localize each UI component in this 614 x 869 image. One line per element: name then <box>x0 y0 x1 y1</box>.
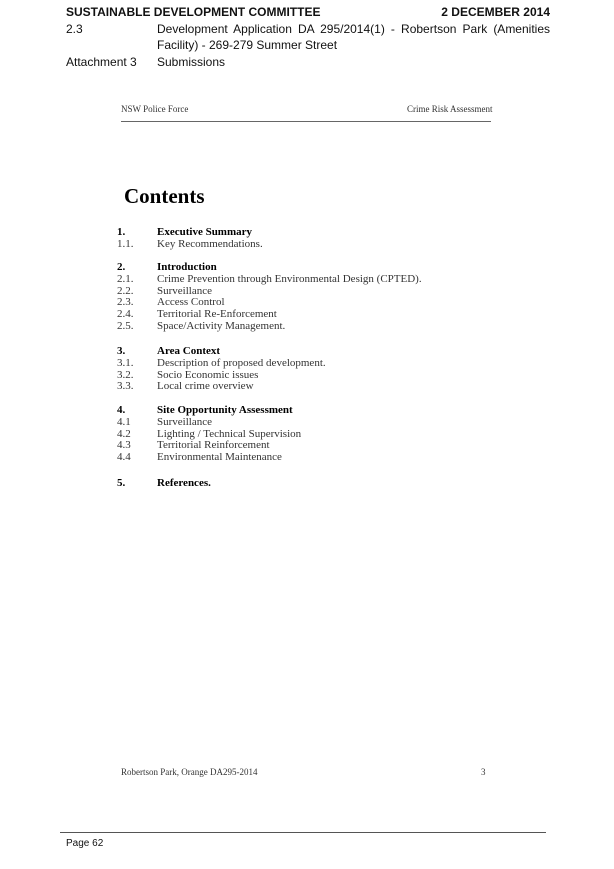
toc-title: Site Opportunity Assessment <box>157 404 293 416</box>
toc-section-heading <box>117 478 211 490</box>
toc-title: Key Recommendations. <box>157 237 263 250</box>
toc-entry <box>117 358 326 370</box>
doc-header-rule <box>121 121 491 122</box>
toc-number: 1.1. <box>117 237 134 250</box>
toc-title: Surveillance <box>157 415 212 428</box>
toc-number: 4.4 <box>117 451 131 464</box>
toc-number: 4. <box>117 404 126 416</box>
toc-number: 2. <box>117 261 126 273</box>
toc-number: 3.2. <box>117 368 134 381</box>
toc-title: Space/Activity Management. <box>157 319 286 332</box>
toc-number: 1. <box>117 226 126 238</box>
doc-header-left: NSW Police Force <box>121 104 189 114</box>
doc-footer-left: Robertson Park, Orange DA295-2014 <box>121 767 258 777</box>
committee-name: SUSTAINABLE DEVELOPMENT COMMITTEE <box>66 5 321 19</box>
item-number: 2.3 <box>66 22 83 36</box>
toc-title: Executive Summary <box>157 226 253 238</box>
toc-section <box>117 346 326 393</box>
attachment-title: Submissions <box>157 55 226 69</box>
toc-title: Area Context <box>157 345 221 357</box>
toc-title: Environmental Maintenance <box>157 451 282 464</box>
toc-number: 4.1 <box>117 415 131 428</box>
toc-title: Description of proposed development. <box>157 356 326 369</box>
toc-section <box>117 227 263 251</box>
doc-header-right: Crime Risk Assessment <box>407 104 493 114</box>
toc-title: Lighting / Technical Supervision <box>157 427 302 440</box>
toc-title: Introduction <box>157 261 217 273</box>
item-title-line2: Facility) - 269-279 Summer Street <box>157 38 338 52</box>
toc-entry <box>117 274 422 286</box>
toc-section <box>117 478 211 490</box>
toc-number: 3.3. <box>117 380 134 393</box>
toc-number: 2.2. <box>117 284 134 297</box>
toc-number: 2.3. <box>117 296 134 309</box>
toc-entry <box>117 239 263 251</box>
doc-footer-page: 3 <box>481 767 486 777</box>
toc-number: 2.4. <box>117 308 134 321</box>
toc-title: Local crime overview <box>157 380 254 393</box>
toc-number: 4.2 <box>117 427 131 440</box>
toc-title: Access Control <box>157 296 225 309</box>
toc-title: Socio Economic issues <box>157 368 259 381</box>
toc-number: 4.3 <box>117 439 131 452</box>
contents-title: Contents <box>124 184 205 208</box>
page-number: Page 62 <box>66 838 104 849</box>
toc-title: Surveillance <box>157 284 212 297</box>
toc-number: 3.1. <box>117 356 134 369</box>
meeting-date: 2 DECEMBER 2014 <box>441 5 550 19</box>
page-footer-rule <box>60 832 546 833</box>
toc-number: 5. <box>117 477 126 489</box>
toc-title: Territorial Re-Enforcement <box>157 308 277 321</box>
toc-entry <box>117 417 301 429</box>
toc-title: Crime Prevention through Environmental Design (CPTED). <box>157 272 422 285</box>
toc-entry <box>117 381 326 393</box>
attachment-label: Attachment 3 <box>66 55 137 69</box>
toc-entry <box>117 321 422 333</box>
item-title-line1: Development Application DA 295/2014(1) - Robertson Park (Amenities <box>157 22 550 36</box>
toc-section <box>117 405 301 464</box>
toc-section <box>117 262 422 333</box>
toc-entry <box>117 452 301 464</box>
toc-title: Territorial Reinforcement <box>157 439 270 452</box>
toc-title: References. <box>157 477 211 489</box>
toc-number: 3. <box>117 345 126 357</box>
toc-number: 2.5. <box>117 319 134 332</box>
toc-number: 2.1. <box>117 272 134 285</box>
